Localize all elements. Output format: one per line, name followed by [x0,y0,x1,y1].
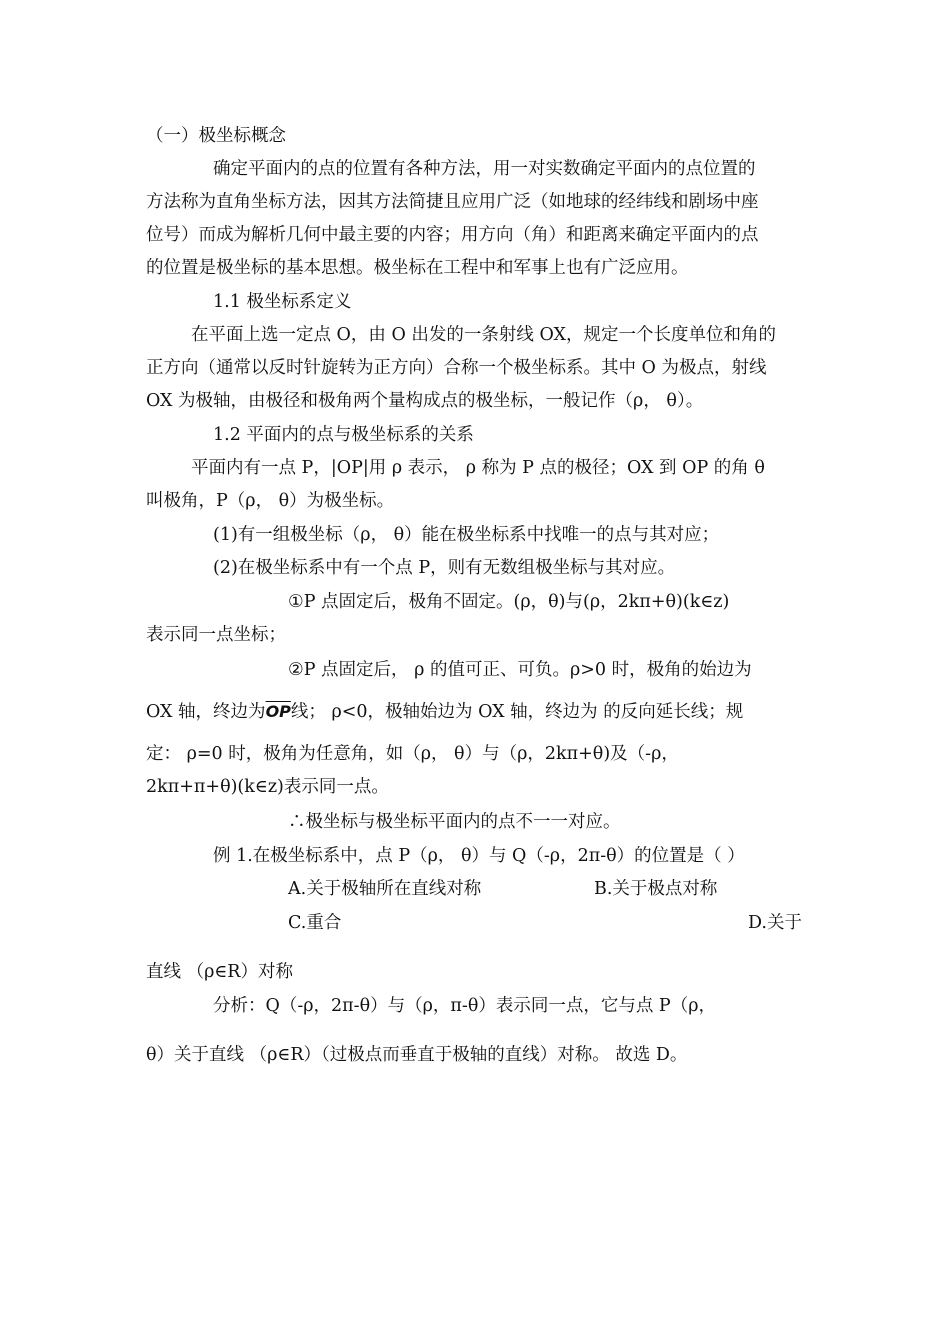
option-d: D.关于 [748,913,802,933]
sub-item-line: 定： ρ=0 时，极角为任意角，如（ρ， θ）与（ρ，2kπ+θ)及（-ρ， [146,744,679,764]
paragraph-line: 方法称为直角坐标方法，因其方法简捷且应用广泛（如地球的经纬线和剧场中座 [146,192,759,212]
paragraph-line: 叫极角，P（ρ， θ）为极坐标。 [146,491,395,511]
analysis-line: 分析：Q（-ρ，2π-θ）与（ρ，π-θ）表示同一点，它与点 P（ρ， [213,996,716,1016]
example-question: 例 1.在极坐标系中，点 P（ρ， θ）与 Q（-ρ，2π-θ）的位置是（ ） [213,846,745,866]
paragraph-line: 正方向（通常以反时针旋转为正方向）合称一个极坐标系。其中 O 为极点，射线 [146,358,767,378]
option-a: A.关于极轴所在直线对称 [288,879,482,899]
op-vector-symbol: $\overline{OP}$ [265,702,291,721]
analysis-line: θ）关于直线 （ρ∈R）（过极点而垂直于极轴的直线）对称。 故选 D。 [146,1045,688,1065]
sub-item-line: 表示同一点坐标； [146,625,286,645]
list-item: (1)有一组极坐标（ρ， θ）能在极坐标系中找唯一的点与其对应； [213,525,720,545]
option-c: C.重合 [288,913,342,933]
paragraph-line: 平面内有一点 P，|OP|用 ρ 表示， ρ 称为 P 点的极径；OX 到 OP 的角 θ [191,458,765,478]
paragraph-line: 在平面上选一定点 O，由 O 出发的一条射线 OX，规定一个长度单位和角的 [191,325,776,345]
list-item: (2)在极坐标系中有一个点 P，则有无数组极坐标与其对应。 [213,558,676,578]
sub-item-line: ①P 点固定后，极角不固定。(ρ，θ)与(ρ，2kπ+θ)(k∈z) [288,592,730,612]
paragraph-line: 位号）而成为解析几何中最主要的内容；用方向（角）和距离来确定平面内的点 [146,225,759,245]
subsection-title: 1.1 极坐标系定义 [213,292,352,312]
conclusion-text: ∴极坐标与极坐标平面内的点不一一对应。 [288,812,621,832]
sub-item-text: 线； ρ<0，极轴始边为 OX 轴，终边为 的反向延长线；规 [290,702,744,722]
sub-item-line [146,700,743,724]
sub-item-text: OX 轴，终边为 [146,702,266,722]
option-b: B.关于极点对称 [594,879,718,899]
section-heading: （一）极坐标概念 [146,126,286,146]
option-d-continued: 直线 （ρ∈R）对称 [146,962,293,982]
paragraph-line: 的位置是极坐标的基本思想。极坐标在工程中和军事上也有广泛应用。 [146,258,689,278]
sub-item-line: 2kπ+π+θ)(k∈z)表示同一点。 [146,777,389,797]
paragraph-line: OX 为极轴，由极径和极角两个量构成点的极坐标，一般记作（ρ， θ）。 [146,391,704,411]
paragraph-line: 确定平面内的点的位置有各种方法，用一对实数确定平面内的点位置的 [213,159,756,179]
subsection-title: 1.2 平面内的点与极坐标系的关系 [213,425,474,445]
sub-item-line: ②P 点固定后， ρ 的值可正、可负。ρ>0 时，极角的始边为 [288,660,752,680]
